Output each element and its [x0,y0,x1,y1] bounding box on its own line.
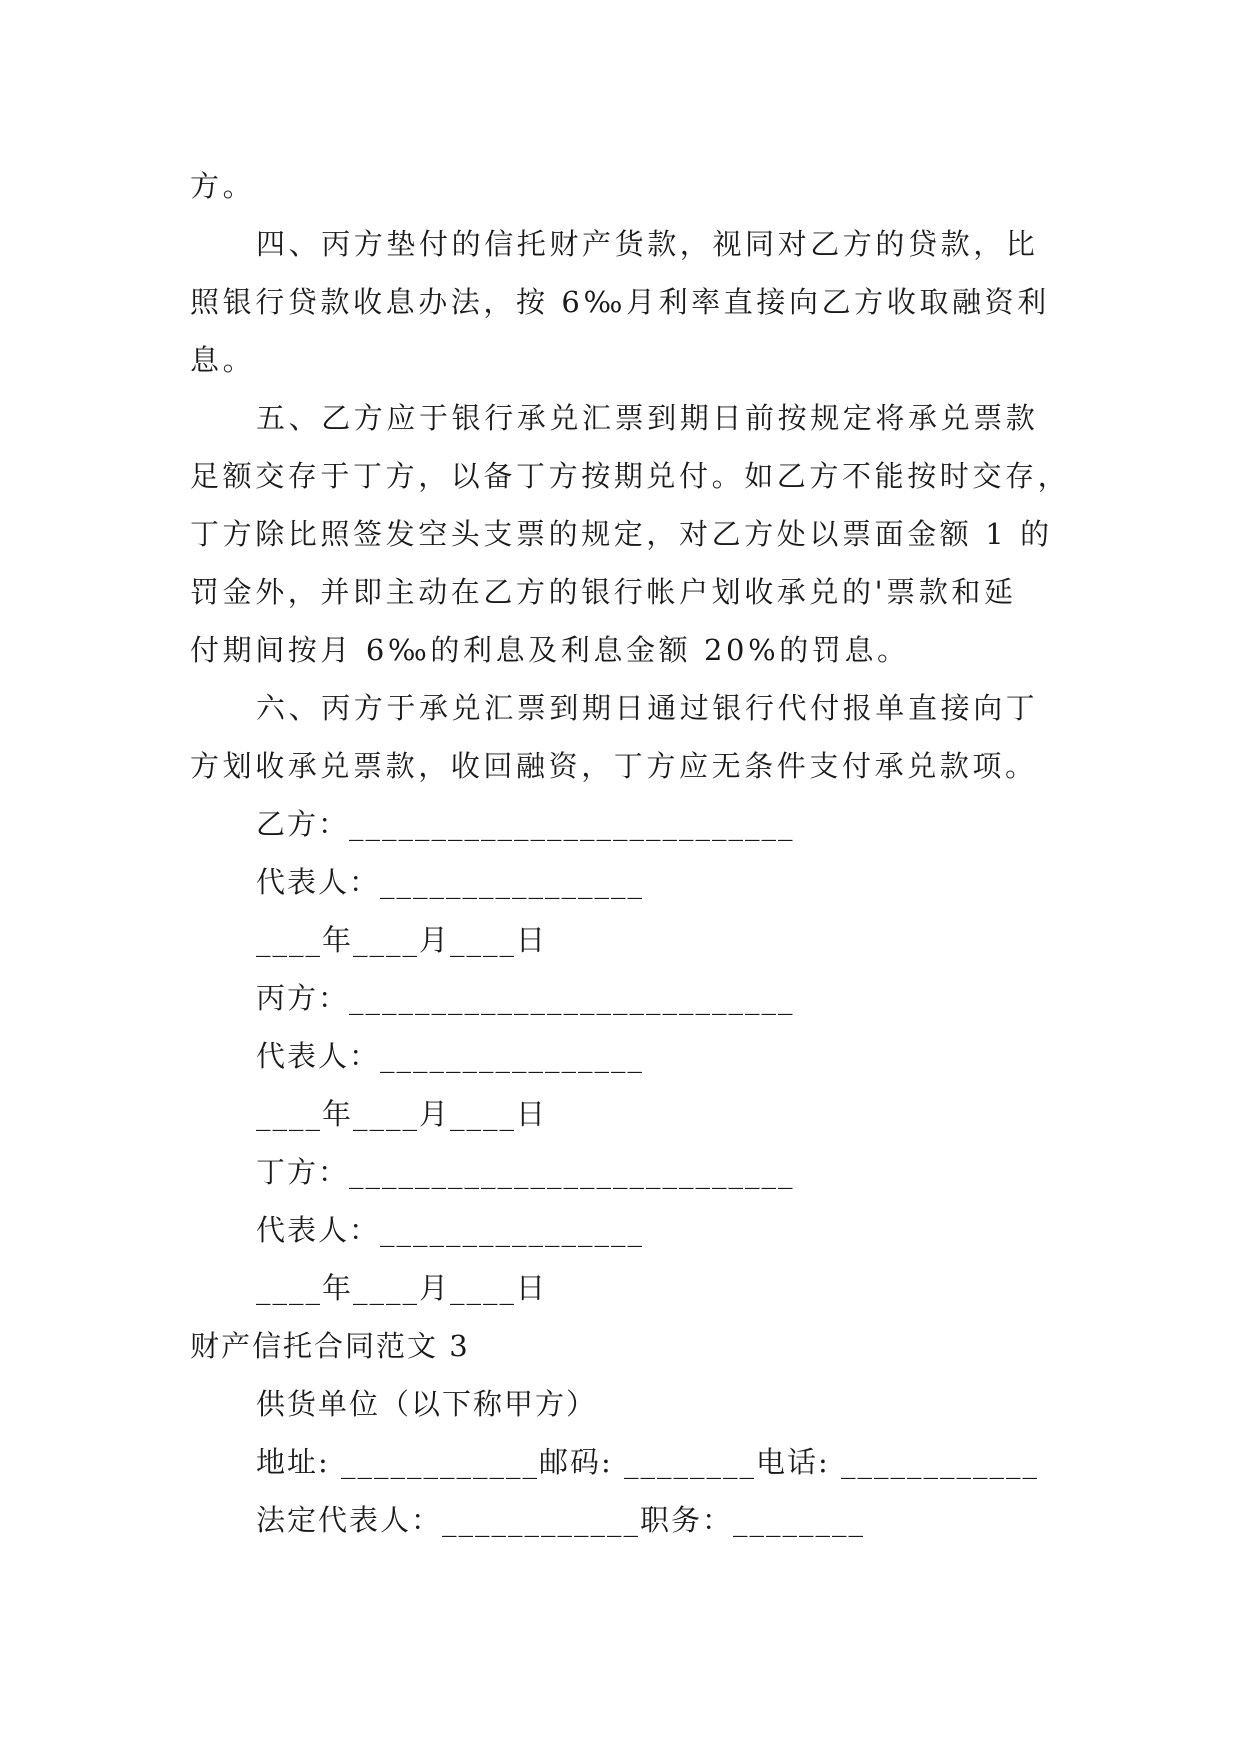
paragraph-5-line-5: 付期间按月 6‰的利息及利息金额 20%的罚息。 [190,633,910,667]
paragraph-3-tail-line-1: 方。 [190,169,256,203]
signature-party-b-rep: 代表人：________________ [256,865,645,899]
paragraph-6-line-2: 方划收承兑票款，收回融资，丁方应无条件支付承兑款项。 [190,749,1038,783]
signature-party-c: 丙方：___________________________ [256,981,795,1015]
signature-party-d-date: ____年____月____日 [256,1271,548,1305]
signature-party-b-date: ____年____月____日 [256,923,548,957]
paragraph-5-line-3: 丁方除比照签发空头支票的规定，对乙方处以票面金额 1 的 [190,517,1053,551]
paragraph-4-line-1: 四、丙方垫付的信托财产货款，视同对乙方的贷款，比 [256,227,1039,261]
section-title: 财产信托合同范文 3 [190,1329,470,1363]
signature-party-b: 乙方：___________________________ [256,807,795,841]
legal-rep-line: 法定代表人：____________职务：________ [256,1503,866,1537]
signature-party-d: 丁方：___________________________ [256,1155,795,1189]
paragraph-6-line-1: 六、丙方于承兑汇票到期日通过银行代付报单直接向丁 [256,691,1039,725]
address-line: 地址: ____________邮码: ________电话: ____________ [256,1445,1039,1479]
paragraph-4-line-3: 息。 [190,343,256,377]
paragraph-4-line-2: 照银行贷款收息办法，按 6‰月利率直接向乙方收取融资利 [190,285,1050,319]
signature-party-c-rep: 代表人：________________ [256,1039,645,1073]
paragraph-5-line-2: 足额交存于丁方，以备丁方按期兑付。如乙方不能按时交存， [190,459,1071,493]
supplier-line: 供货单位（以下称甲方） [256,1387,598,1421]
paragraph-5-line-1: 五、乙方应于银行承兑汇票到期日前按规定将承兑票款 [256,401,1039,435]
paragraph-5-line-4: 罚金外，并即主动在乙方的银行帐户划收承兑的'票款和延 [190,575,1017,609]
signature-party-c-date: ____年____月____日 [256,1097,548,1131]
signature-party-d-rep: 代表人：________________ [256,1213,645,1247]
